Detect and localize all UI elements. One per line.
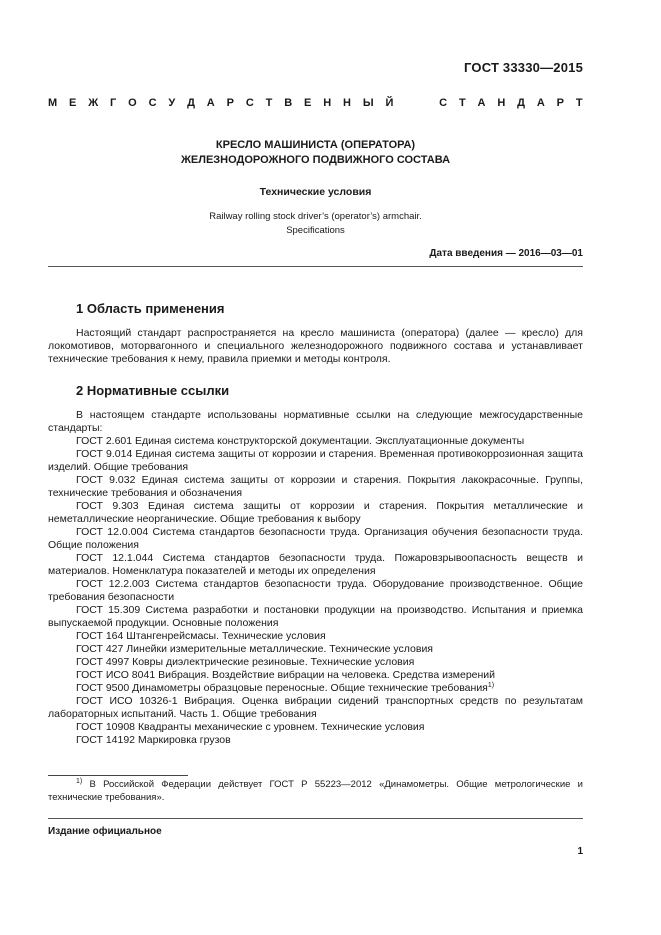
main-content [48, 290, 583, 747]
reference-item [48, 734, 583, 747]
reference-item [48, 552, 583, 578]
banner-letter: Т [458, 97, 466, 109]
banner-letter: Й [385, 97, 394, 109]
english-title [48, 210, 583, 238]
reference-list [48, 435, 583, 747]
reference-item [48, 656, 583, 669]
section-1-heading: 1 Область применения [76, 301, 225, 316]
banner-letter: Р [556, 97, 565, 109]
reference-text: ГОСТ 12.0.004 Система стандартов безопасности труда. Организация обучения безопасности труда. Общие положения [48, 526, 583, 551]
banner-letter: Е [69, 97, 77, 109]
standard-banner [48, 97, 583, 109]
edition-label: Издание официальное [48, 826, 162, 837]
banner-letter: М [48, 97, 58, 109]
reference-item [48, 721, 583, 734]
footnote [48, 778, 583, 804]
banner-letter: А [536, 97, 545, 109]
english-title-line-1: Railway rolling stock driver’s (operator’s) armchair. [209, 211, 422, 222]
section-2-lead: В настоящем стандарте использованы нормативные ссылки на следующие межгосударственные стандарты: [48, 409, 583, 434]
section-1-text: Настоящий стандарт распространяется на кресло машиниста (оператора) (далее — кресло) для локомотивов, моторвагонного и специального железнодорожного подвижного состава и устанавливает технические требования к нему, правила приемки и методы контроля. [48, 327, 583, 365]
banner-letter: Т [575, 97, 583, 109]
banner-letter: Г [110, 97, 117, 109]
banner-letter: Т [265, 97, 273, 109]
reference-text: ГОСТ 14192 Маркировка грузов [76, 734, 231, 746]
reference-item [48, 500, 583, 526]
banner-letter: Н [323, 97, 332, 109]
reference-item [48, 604, 583, 630]
banner-letter: С [148, 97, 157, 109]
banner-letter: А [477, 97, 486, 109]
reference-item [48, 448, 583, 474]
banner-letter: А [206, 97, 215, 109]
reference-text: ГОСТ 427 Линейки измерительные металлические. Технические условия [76, 643, 433, 655]
reference-item [48, 526, 583, 552]
page-number: 1 [577, 846, 583, 857]
reference-text: ГОСТ 4997 Ковры диэлектрические резиновые. Технические условия [76, 656, 415, 668]
reference-footnote-mark: 1) [487, 682, 495, 689]
reference-text: ГОСТ ИСО 8041 Вибрация. Воздействие вибрации на человека. Средства измерений [76, 669, 496, 681]
footnote-text: В Российской Федерации действует ГОСТ Р 55223—2012 «Динамометры. Общие метрологические и технические требования». [48, 779, 583, 803]
footnote-divider [48, 775, 188, 776]
reference-item [48, 695, 583, 721]
banner-letter: Н [343, 97, 351, 109]
title-line-1: КРЕСЛО МАШИНИСТА (ОПЕРАТОРА) [215, 139, 416, 151]
banner-letter: С [439, 97, 448, 109]
banner-letter: С [245, 97, 254, 109]
reference-text: ГОСТ 9.014 Единая система защиты от коррозии и старения. Временная противокоррозионная защита изделий. Общие требования [48, 448, 583, 473]
introduction-date: Дата введения — 2016—03—01 [429, 248, 583, 259]
banner-letter: Д [187, 97, 195, 109]
banner-gap [405, 97, 427, 109]
banner-letter: В [284, 97, 293, 109]
subtitle: Технические условия [259, 186, 372, 198]
reference-item [48, 630, 583, 643]
footnote-mark: 1) [76, 778, 83, 785]
footer-divider [48, 818, 583, 819]
reference-text: ГОСТ 15.309 Система разработки и постановки продукции на производство. Испытания и приемка выпускаемой продукции. Основные положения [48, 604, 583, 629]
banner-letter: Р [226, 97, 234, 109]
reference-text: ГОСТ 9500 Динамометры образцовые переносные. Общие технические требования [76, 682, 488, 694]
header-divider [48, 266, 583, 267]
reference-item [48, 578, 583, 604]
reference-text: ГОСТ 10908 Квадранты механические с уровнем. Технические условия [76, 721, 425, 733]
banner-letter: Д [517, 97, 525, 109]
banner-letter: Ж [88, 97, 99, 109]
reference-item [48, 474, 583, 500]
reference-text: ГОСТ 2.601 Единая система конструкторской документации. Эксплуатационные документы [76, 435, 525, 447]
banner-letter: Н [497, 97, 506, 109]
title-line-2: ЖЕЛЕЗНОДОРОЖНОГО ПОДВИЖНОГО СОСТАВА [180, 154, 451, 166]
doc-code: ГОСТ 33330—2015 [464, 60, 583, 75]
section-2-heading: 2 Нормативные ссылки [76, 383, 230, 398]
reference-item [48, 669, 583, 682]
reference-text: ГОСТ 12.1.044 Система стандартов безопасности труда. Пожаровзрывоопасность веществ и материалов. Номенклатура показателей и методы их определения [48, 552, 583, 577]
reference-item [48, 435, 583, 448]
banner-letter: У [168, 97, 176, 109]
english-title-line-2: Specifications [286, 225, 345, 236]
reference-item [48, 682, 583, 695]
reference-text: ГОСТ 9.303 Единая система защиты от коррозии и старения. Покрытия металлические и неметаллические неорганические. Общие требования к выбору [48, 500, 583, 525]
title-block [48, 138, 583, 238]
banner-letter: О [128, 97, 137, 109]
reference-text: ГОСТ ИСО 10326-1 Вибрация. Оценка вибрации сидений транспортных средств по результатам лабораторных испытаний. Часть 1. Общие требования [48, 695, 583, 720]
reference-text: ГОСТ 164 Штангенрейсмасы. Технические условия [76, 630, 326, 642]
reference-text: ГОСТ 9.032 Единая система защиты от коррозии и старения. Покрытия лакокрасочные. Группы, технические требования и обозначения [48, 474, 583, 499]
banner-letter: Ы [362, 97, 374, 109]
banner-letter: Е [304, 97, 312, 109]
reference-item [48, 643, 583, 656]
reference-text: ГОСТ 12.2.003 Система стандартов безопасности труда. Оборудование производственное. Общие требования безопасности [48, 578, 583, 603]
